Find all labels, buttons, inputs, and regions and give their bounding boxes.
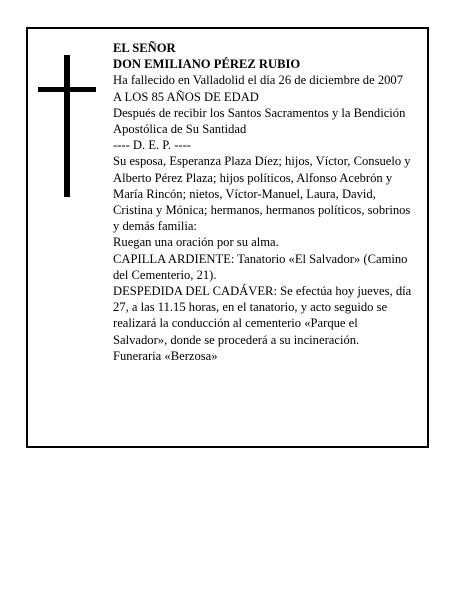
chapel-info: CAPILLA ARDIENTE: Tanatorio «El Salvador» (Camino del Cementerio, 21). — [113, 251, 408, 282]
cross-horizontal-bar — [38, 87, 96, 92]
death-announcement: Ha fallecido en Valladolid el día 26 de diciembre de 2007 — [113, 73, 404, 88]
rip-line: ---- D. E. P. ---- — [113, 138, 191, 153]
obituary-text — [113, 40, 413, 364]
latin-cross-icon — [38, 55, 96, 197]
deceased-honorific: EL SEÑOR — [113, 41, 176, 55]
family-list: Su esposa, Esperanza Plaza Díez; hijos, Víctor, Consuelo y Alberto Pérez Plaza; hijos políticos, Alfonso Acebrón y María Rincón; nietos, Víctor-Manuel, Laura, David, Cristina y Mónica; hermanos, hermanos políticos, sobrinos y demás familia: — [113, 154, 411, 234]
deceased-name: DON EMILIANO PÉREZ RUBIO — [113, 57, 301, 72]
sacraments-note: Después de recibir los Santos Sacramentos y la Bendición Apostólica de Su Santidad — [113, 105, 406, 137]
prayer-request: Ruegan una oración por su alma. — [113, 235, 279, 250]
farewell-info: DESPEDIDA DEL CADÁVER: Se efectúa hoy jueves, día 27, a las 11.15 horas, en el tanatorio, y acto seguido se realizará la conducción al cementerio «Parque el Salvador», donde se procederá a su incineración. — [113, 284, 412, 347]
cross-vertical-bar — [64, 55, 70, 197]
funeral-home: Funeraria «Berzosa» — [113, 348, 218, 363]
age-at-death: A LOS 85 AÑOS DE EDAD — [113, 89, 259, 104]
